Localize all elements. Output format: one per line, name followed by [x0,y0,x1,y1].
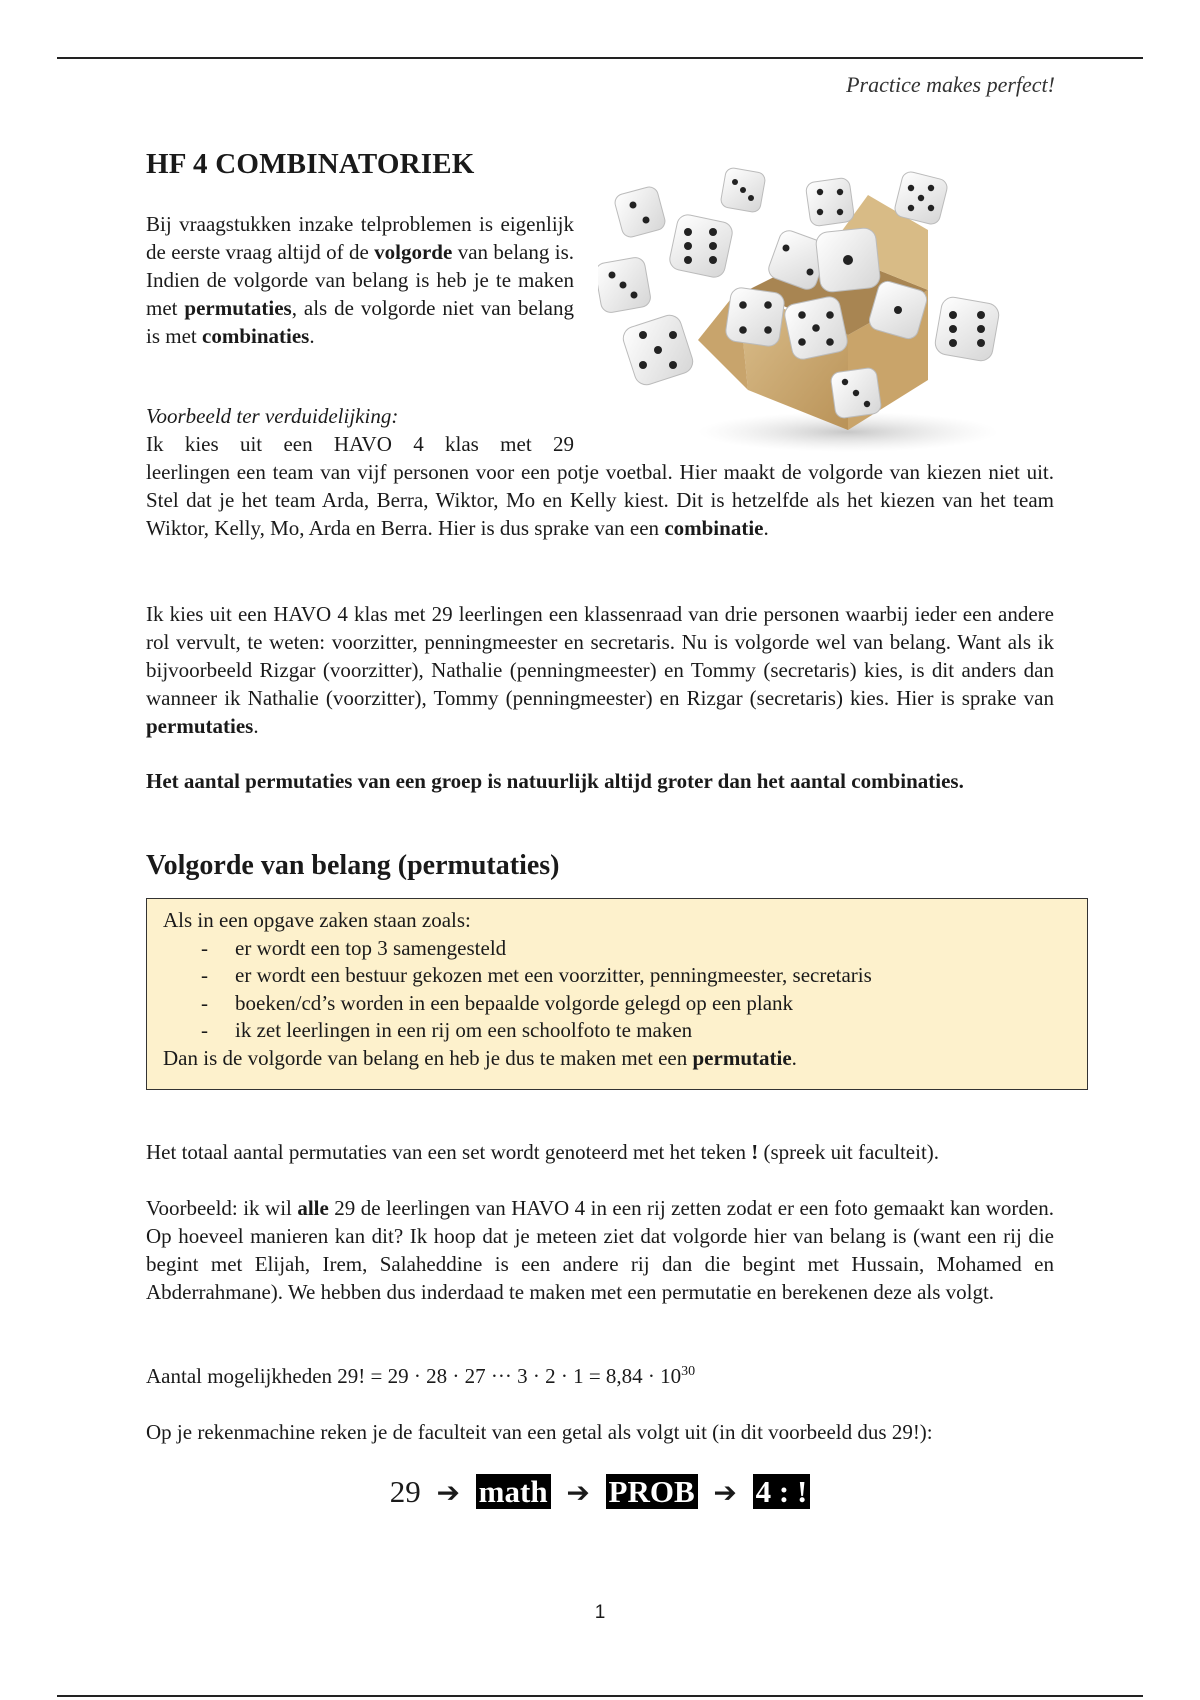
intro-text-3: , als de volgorde niet van belang is met [146,296,574,348]
arrow-right-icon: ➔ [566,1476,590,1509]
calc-key-factorial: 4 : ! [753,1474,811,1509]
para4-text: Het totaal aantal permutaties van een set wordt genoteerd met het teken [146,1140,752,1164]
list-item: - er wordt een top 3 samengesteld [201,935,507,960]
list-item: - boeken/cd’s worden in een bepaalde volgorde gelegd op een plank [201,990,794,1015]
para4-text-end: (spreek uit faculteit). [758,1140,940,1164]
box-outro-end: . [791,1045,797,1070]
intro-bold-combinaties: combinaties [202,324,310,348]
arrow-right-icon: ➔ [713,1476,737,1509]
intro-paragraph [146,210,574,350]
box-outro-text: Dan is de volgorde van belang en heb je dus te maken met een [163,1045,693,1070]
example-text-end: . [763,516,769,540]
intro-text-4: . [309,324,315,348]
list-item-text: boeken/cd’s worden in een bepaalde volgorde gelegd op een plank [235,990,794,1015]
top-rule [57,57,1143,59]
box-outro [163,1045,1071,1073]
para5-text-2: 29 de leerlingen van HAVO 4 in een rij zetten zodat er een foto gemaakt kan worden. Op hoeveel manieren kan dit? Ik hoop dat je meteen ziet dat volgorde hier van belang is (want een rij die begint met Elijah, Irem, Salaheddine is een andere rij dan die begint met Hussain, Mohamed en Abderrahmane). We hebben dus inderdaad te maken met een permutatie en berekenen deze als volgt. [146,1196,1054,1304]
list-item-text: er wordt een bestuur gekozen met een voorzitter, penningmeester, secretaris [235,963,872,987]
example-label: Voorbeeld ter verduidelijking: [146,404,399,428]
section-title: Volgorde van belang (permutaties) [146,850,560,881]
page-number: 1 [594,1602,606,1623]
intro-bold-volgorde: volgorde [374,240,453,264]
para2-bold-permutaties: permutaties [146,714,254,738]
calc-key-prob: PROB [606,1474,698,1509]
formula-exponent: 30 [681,1364,696,1379]
highlight-box [146,898,1088,1090]
para5-text-1: Voorbeeld: ik wil [146,1196,298,1220]
calc-start-number: 29 [389,1474,421,1509]
list-item: - er wordt een bestuur gekozen met een voorzitter, penningmeester, secretaris [201,963,872,987]
photo-example-paragraph [146,1194,1054,1306]
permutation-example-paragraph [146,600,1054,740]
example-bold-combinatie: combinatie [664,516,764,540]
box-intro: Als in een opgave zaken staan zoals: [163,908,471,932]
chapter-title: HF 4 COMBINATORIEK [146,148,475,180]
para2-text: Ik kies uit een HAVO 4 klas met 29 leerlingen een klassenraad van drie personen waarbij ieder een andere rol vervult, te weten: voorzitter, penningmeester en secretaris. Nu is volgorde wel van belang. Want als ik bijvoorbeeld Rizgar (voorzitter), Nathalie (penningmeester) en Tommy (secretaris) kies, is dit anders dan wanneer ik Nathalie (voorzitter), Tommy (penningmeester) en Rizgar (secretaris) kies. Hier is sprake van [146,602,1054,710]
calculator-instruction: Op je rekenmachine reken je de faculteit van een getal als volgt uit (in dit voorbeeld dus 29!): [146,1420,933,1444]
list-item-text: ik zet leerlingen in een rij om een schoolfoto te maken [235,1018,693,1042]
list-item: - ik zet leerlingen in een rij om een schoolfoto te maken [201,1018,693,1042]
dice-in-box-icon [598,140,1058,460]
arrow-right-icon: ➔ [436,1476,460,1509]
list-item-text: er wordt een top 3 samengesteld [235,935,507,960]
dice-in-box-illustration [598,140,1058,460]
intro-text-1: Bij vraagstukken inzake telproblemen is eigenlijk de eerste vraag altijd of de [146,212,574,264]
para2-text-end: . [253,714,259,738]
calc-key-math: math [476,1474,551,1509]
intro-bold-permutaties: permutaties [184,296,292,320]
example-first-line: Ik kies uit een HAVO 4 klas met 29 [146,432,574,456]
header-motto: Practice makes perfect! [846,72,1055,97]
calculator-sequence [0,1474,1200,1510]
box-outro-bold: permutatie [692,1045,792,1070]
conclusion-paragraph: Het aantal permutaties van een groep is natuurlijk altijd groter dan het aantal combinaties. [146,769,964,793]
example-paragraph [146,458,1054,542]
formula-line [146,1362,1054,1390]
bottom-rule [57,1695,1143,1697]
box-list [163,935,1071,1045]
example-text: leerlingen een team van vijf personen voor een potje voetbal. Hier maakt de volgorde van kiezen niet uit. Stel dat je het team Arda, Berra, Wiktor, Mo en Kelly kiest. Dit is hetzelfde als het kiezen van het team Wiktor, Kelly, Mo, Arda en Berra. Hier is dus sprake van een [146,460,1054,540]
intro-text-2: van belang is. Indien de volgorde van belang is heb je te maken met [146,240,574,320]
faculty-paragraph [146,1138,1054,1166]
formula-text: Aantal mogelijkheden 29! = 29 · 28 · 27 ··· 3 · 2 · 1 = 8,84 · 10 [146,1364,682,1388]
para4-bold-sign: ! [751,1140,759,1164]
para5-bold-alle: alle [297,1196,329,1220]
